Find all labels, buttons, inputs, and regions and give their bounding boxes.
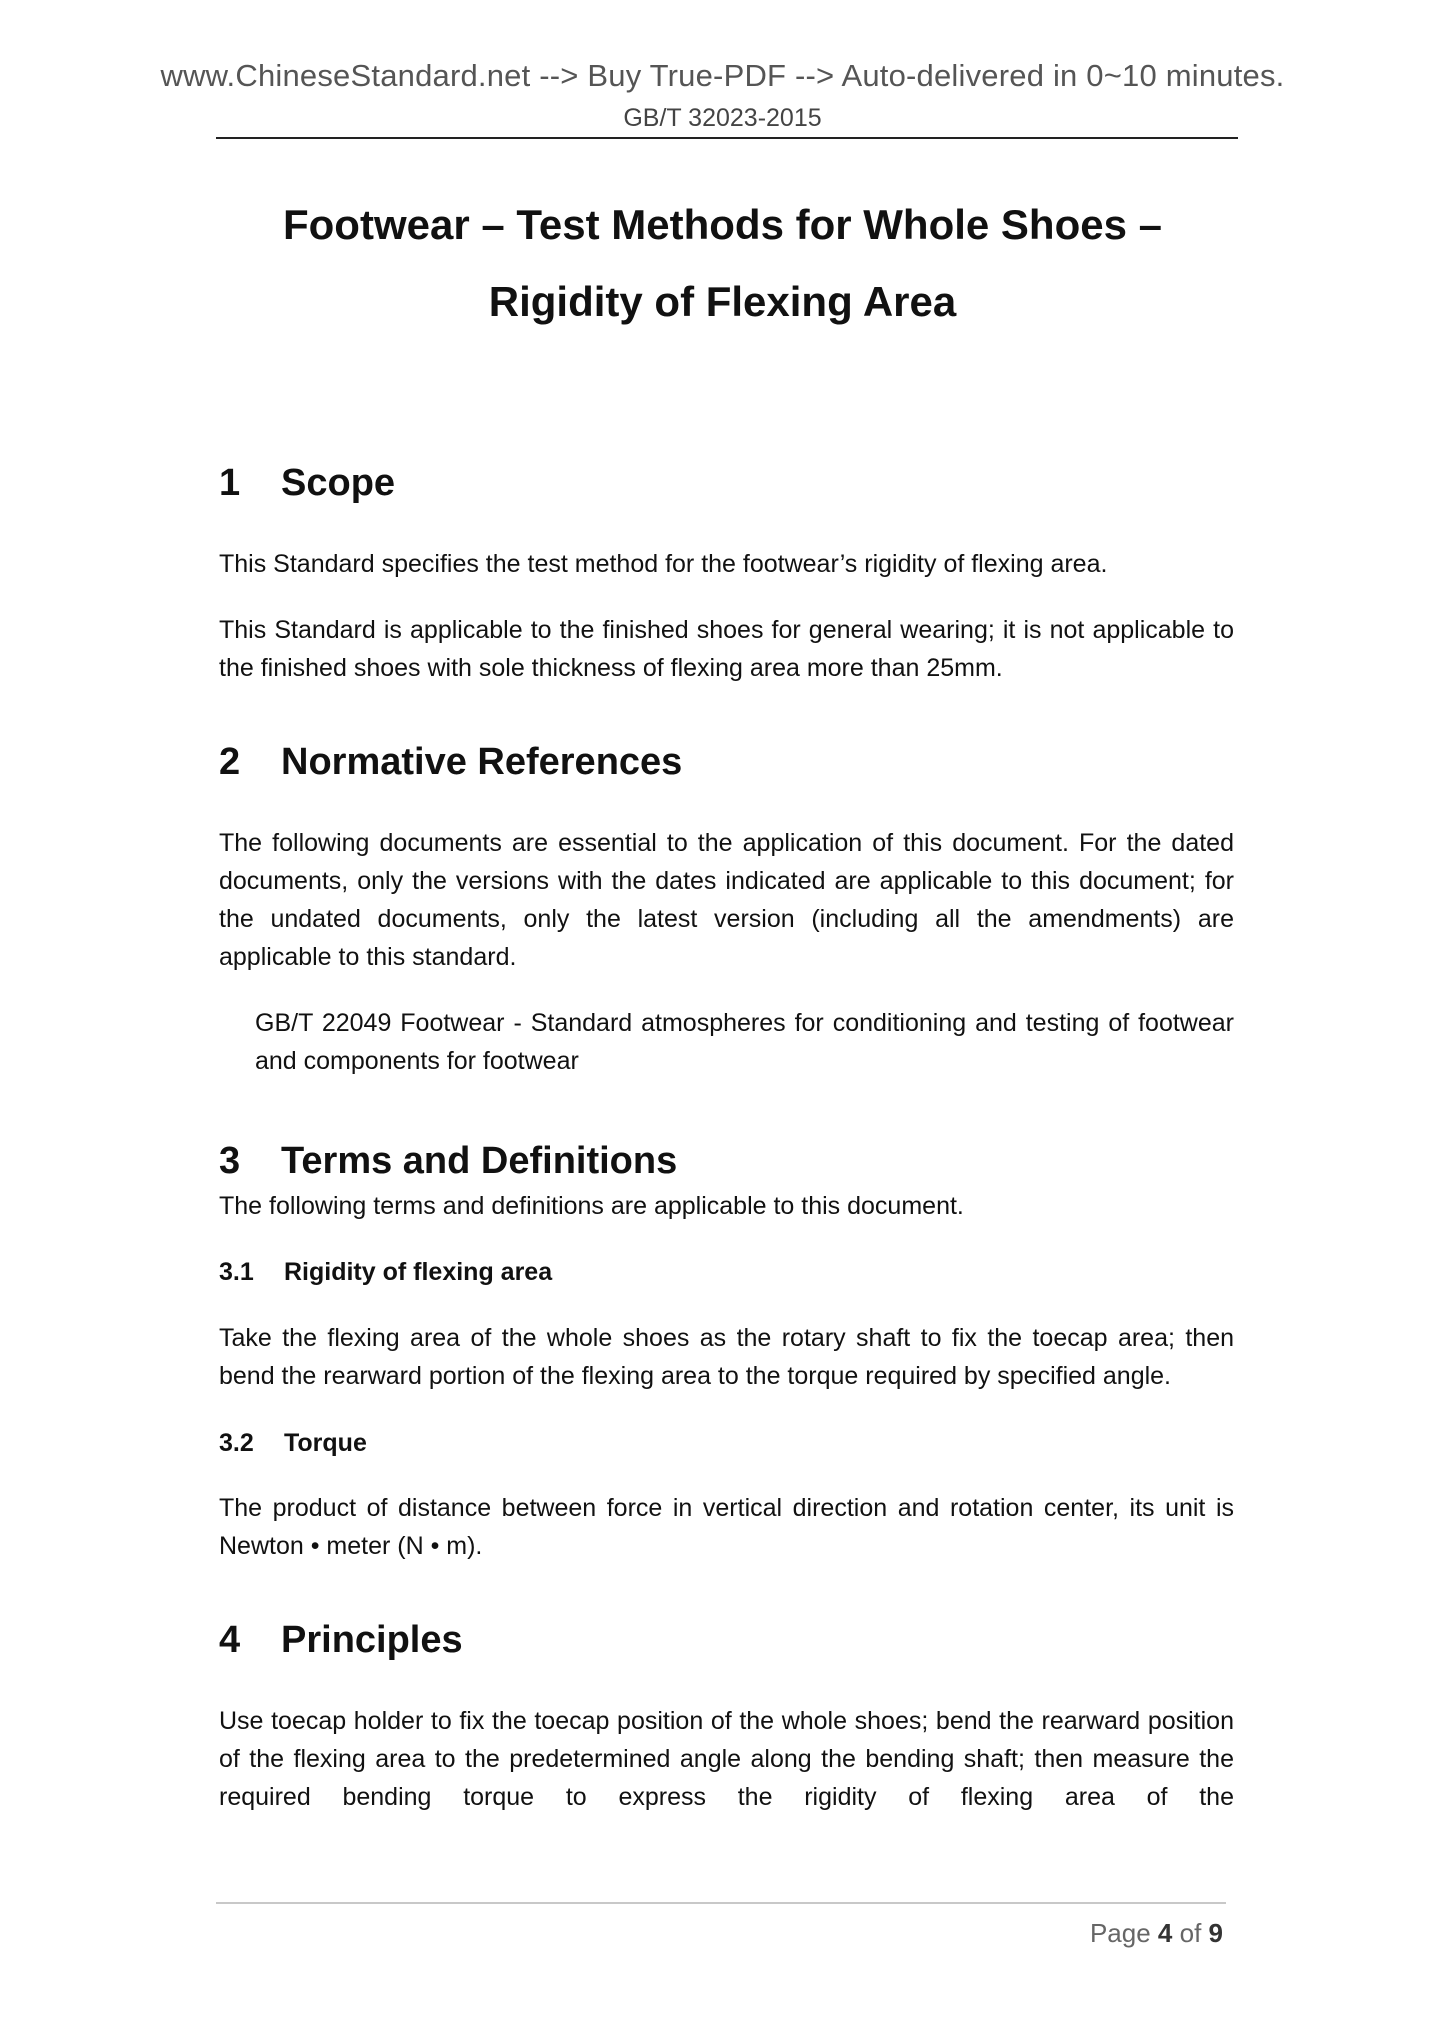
page-number <box>1090 1918 1223 1949</box>
header-banner: www.ChineseStandard.net --> Buy True-PDF --> Auto-delivered in 0~10 minutes. <box>160 58 1285 93</box>
document-body <box>219 458 1234 1816</box>
section-number: 4 <box>219 1619 241 1661</box>
document-title <box>150 186 1295 340</box>
header-standard-number: GB/T 32023-2015 <box>623 104 822 132</box>
scope-paragraph-2: This Standard is applicable to the finished shoes for general wearing; it is not applicable to the finished shoes with sole thickness of flexing area more than 25mm. <box>219 616 1234 682</box>
section-title: Terms and Definitions <box>281 1140 678 1182</box>
term-number: 3.2 <box>219 1429 254 1457</box>
terms-intro-paragraph: The following terms and definitions are applicable to this document. <box>219 1192 964 1220</box>
total-pages: 9 <box>1208 1918 1223 1948</box>
reference-item: GB/T 22049 Footwear - Standard atmospheres for conditioning and testing of footwear and components for footwear <box>255 1009 1234 1075</box>
principles-paragraph: Use toecap holder to fix the toecap position of the whole shoes; bend the rearward position of the flexing area to the predetermined angle along the bending shaft; then measure the required bending torque to express the rigidity of flexing area of the <box>219 1707 1234 1811</box>
section-2-heading <box>219 737 1234 787</box>
page-of-label: of <box>1179 1918 1202 1948</box>
section-number: 1 <box>219 462 241 504</box>
term-3-2-definition: The product of distance between force in vertical direction and rotation center, its unit is Newton • meter (N • m). <box>219 1494 1234 1560</box>
section-1-heading <box>219 458 1234 508</box>
term-title: Rigidity of flexing area <box>284 1258 553 1286</box>
section-number: 2 <box>219 741 241 783</box>
term-3-1-definition: Take the flexing area of the whole shoes as the rotary shaft to fix the toecap area; then bend the rearward portion of the flexing area to the torque required by specified angle. <box>219 1324 1234 1390</box>
title-line-1: Footwear – Test Methods for Whole Shoes – <box>283 201 1162 248</box>
footer-divider <box>216 1902 1226 1904</box>
section-4-heading <box>219 1615 1234 1665</box>
references-paragraph: The following documents are essential to the application of this document. For the dated documents, only the versions with the dates indicated are applicable to this document; for the undated documents, only the latest version (including all the amendments) are applicable to this standard. <box>219 829 1234 971</box>
header-divider <box>216 137 1238 139</box>
term-title: Torque <box>284 1429 367 1457</box>
title-line-2: Rigidity of Flexing Area <box>488 278 957 325</box>
section-number: 3 <box>219 1140 241 1182</box>
section-3-heading <box>219 1136 1234 1186</box>
term-number: 3.1 <box>219 1258 254 1286</box>
scope-paragraph-1: This Standard specifies the test method for the footwear’s rigidity of flexing area. <box>219 550 1108 578</box>
current-page: 4 <box>1157 1918 1173 1948</box>
section-title: Principles <box>281 1619 463 1661</box>
page-label: Page <box>1089 1918 1151 1948</box>
term-3-1-heading <box>219 1254 1234 1290</box>
section-title: Scope <box>281 462 396 504</box>
section-title: Normative References <box>281 741 683 783</box>
term-3-2-heading <box>219 1425 1234 1461</box>
